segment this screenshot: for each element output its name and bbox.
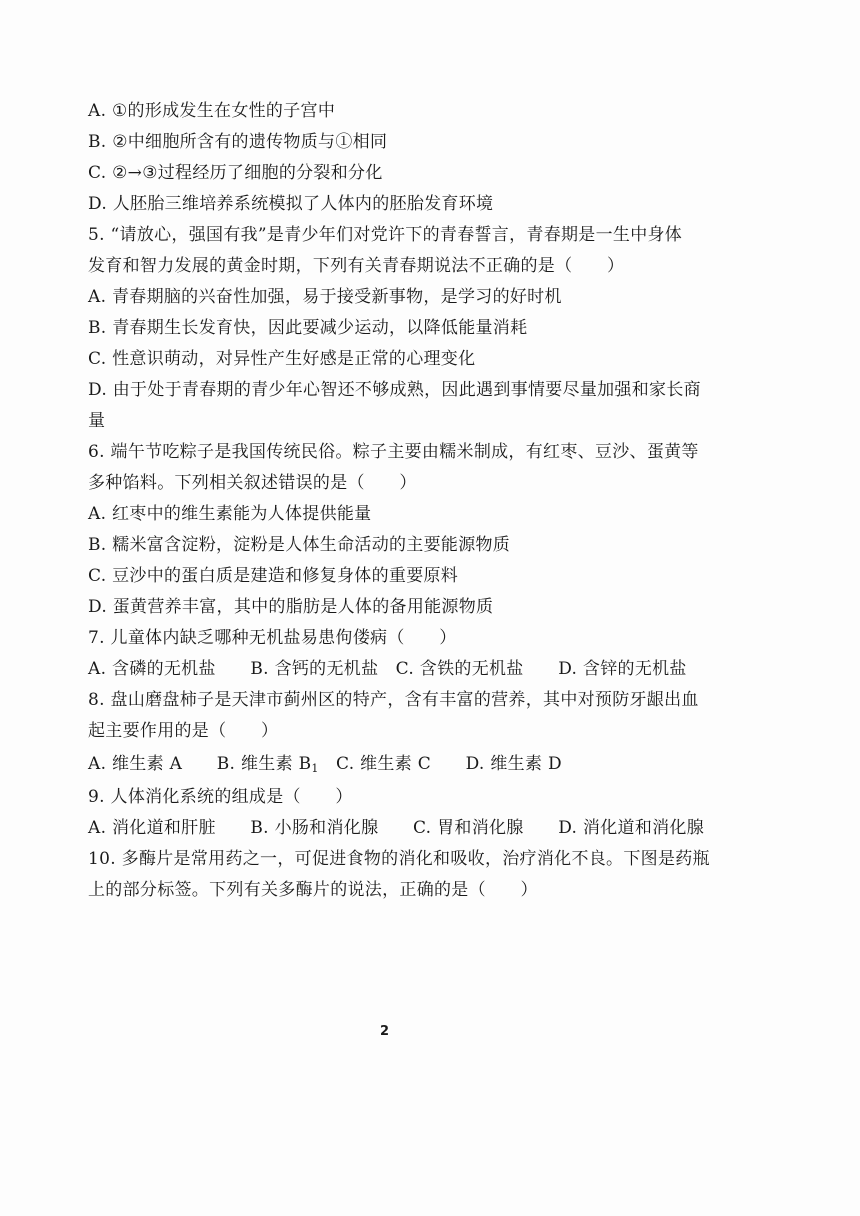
question-5-line1: 5. “请放心，强国有我”是青少年们对党许下的青春誓言，青春期是一生中身体 bbox=[88, 225, 683, 245]
options-7: A. 含磷的无机盐 B. 含钙的无机盐 C. 含铁的无机盐 D. 含锌的无机盐 bbox=[88, 659, 687, 679]
option-5d-line1: D. 由于处于青春期的青少年心智还不够成熟，因此遇到事情要尽量加强和家长商 bbox=[88, 380, 701, 400]
option-4a: A. ①的形成发生在女性的子宫中 bbox=[88, 101, 336, 121]
question-5-line2: 发育和智力发展的黄金时期，下列有关青春期说法不正确的是（ ） bbox=[88, 256, 625, 276]
option-5b: B. 青春期生长发育快，因此要减少运动，以降低能量消耗 bbox=[88, 318, 528, 338]
option-4d: D. 人胚胎三维培养系统模拟了人体内的胚胎发育环境 bbox=[88, 194, 494, 214]
option-6a: A. 红枣中的维生素能为人体提供能量 bbox=[88, 504, 372, 524]
question-10-line2: 上的部分标签。下列有关多酶片的说法，正确的是（ ） bbox=[88, 880, 538, 900]
question-8-line1: 8. 盘山磨盘柿子是天津市蓟州区的特产，含有丰富的营养，其中对预防牙龈出血 bbox=[88, 690, 699, 710]
question-9: 9. 人体消化系统的组成是（ ） bbox=[88, 787, 353, 807]
option-6d: D. 蛋黄营养丰富，其中的脂肪是人体的备用能源物质 bbox=[88, 597, 494, 617]
option-8ab: A. 维生素 A B. 维生素 B bbox=[88, 754, 312, 774]
subscript-1: 1 bbox=[311, 762, 319, 775]
option-8cd: C. 维生素 C D. 维生素 D bbox=[318, 754, 562, 774]
question-8-line2: 起主要作用的是（ ） bbox=[88, 721, 279, 741]
option-5c: C. 性意识萌动，对异性产生好感是正常的心理变化 bbox=[88, 349, 476, 369]
option-4c: C. ②→③过程经历了细胞的分裂和分化 bbox=[88, 163, 383, 183]
question-6-line2: 多种馅料。下列相关叙述错误的是（ ） bbox=[88, 473, 417, 493]
option-6b: B. 糯米富含淀粉，淀粉是人体生命活动的主要能源物质 bbox=[88, 535, 511, 555]
page-number: 2 bbox=[380, 1024, 390, 1039]
question-6-line1: 6. 端午节吃粽子是我国传统民俗。粽子主要由糯米制成，有红枣、豆沙、蛋黄等 bbox=[88, 442, 699, 462]
option-4b: B. ②中细胞所含有的遗传物质与①相同 bbox=[88, 132, 388, 152]
options-8 bbox=[88, 753, 562, 780]
question-7: 7. 儿童体内缺乏哪种无机盐易患佝偻病（ ） bbox=[88, 628, 457, 648]
option-6c: C. 豆沙中的蛋白质是建造和修复身体的重要原料 bbox=[88, 566, 459, 586]
option-5d-line2: 量 bbox=[88, 411, 106, 431]
option-5a: A. 青春期脑的兴奋性加强，易于接受新事物，是学习的好时机 bbox=[88, 287, 562, 307]
options-9: A. 消化道和肝脏 B. 小肠和消化腺 C. 胃和消化腺 D. 消化道和消化腺 bbox=[88, 818, 705, 838]
question-10-line1: 10. 多酶片是常用药之一，可促进食物的消化和吸收，治疗消化不良。下图是药瓶 bbox=[88, 849, 710, 869]
